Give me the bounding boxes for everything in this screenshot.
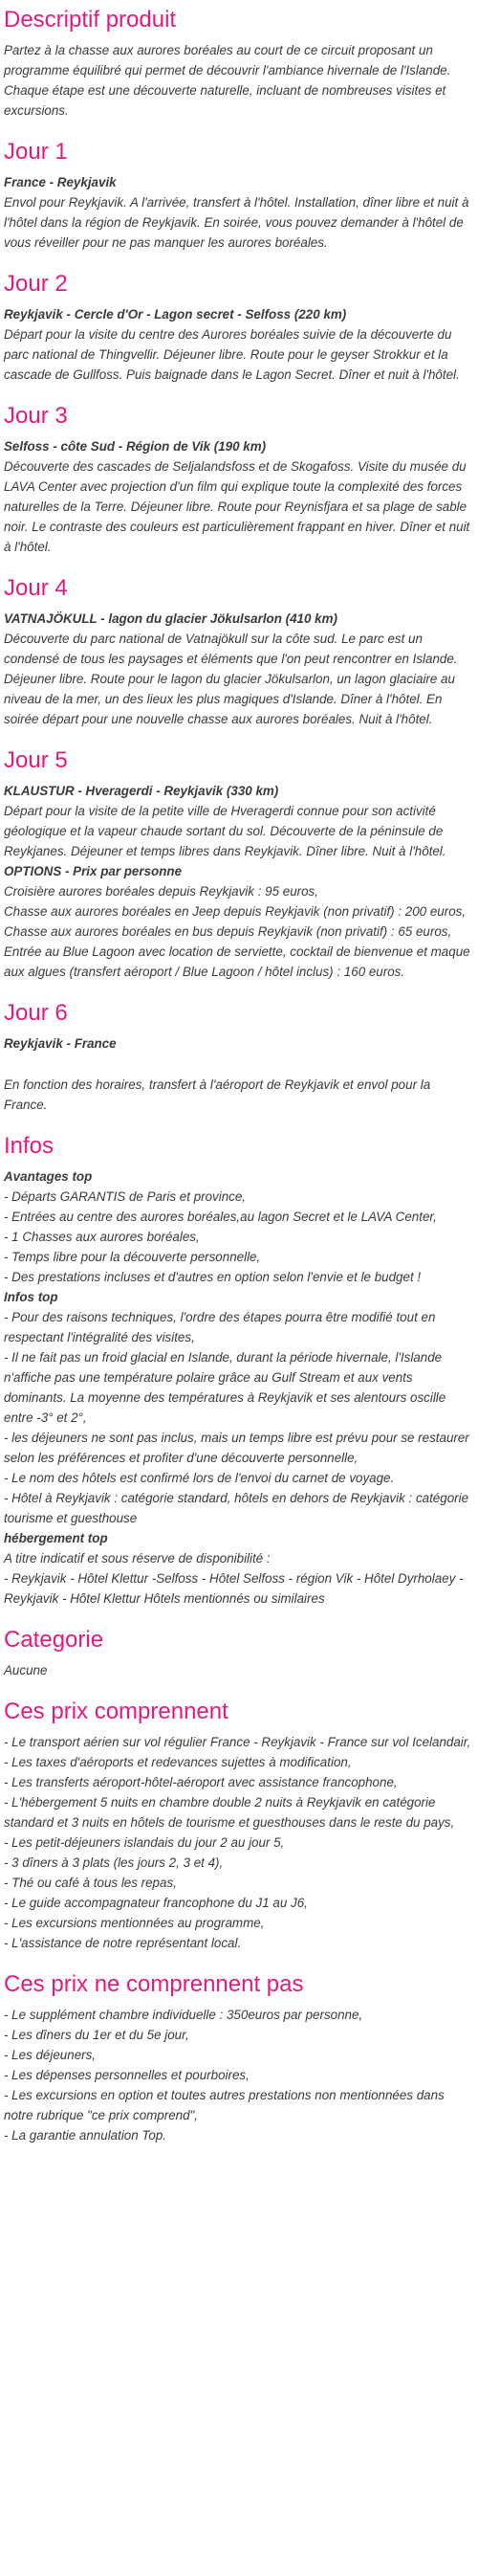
body-text: - Entrées au centre des aurores boréales,au lagon Secret et le LAVA Center, [4,1210,437,1224]
section-categorie [4,1620,474,1692]
section-jour-6 [4,993,474,1126]
body-text: - Les dépenses personnelles et pourboires, [4,2068,250,2082]
section-descriptif-produit [4,0,474,132]
spacer [4,1054,474,1075]
section-subtitle: France - Reykjavik [4,175,117,189]
section-title: Jour 5 [4,747,68,773]
section-subtitle: VATNAJÖKULL - lagon du glacier Jökulsarlon (410 km) [4,611,337,626]
section-subtitle: Infos top [4,1290,58,1304]
body-text: - Départs GARANTIS de Paris et province, [4,1189,247,1204]
body-text: - L'hébergement 5 nuits en chambre double 2 nuits à Reykjavik en catégorie standard et 3 nuits en hôtels de tourisme et guesthouses dans le reste du pays, [4,1795,455,1830]
body-text: - Reykjavik - Hôtel Klettur -Selfoss - Hôtel Selfoss - région Vik - Hôtel Dyrholaey - Reykjavik - Hôtel Klettur Hôtels mentionnés ou similaires [4,1571,464,1606]
section-jour-3 [4,396,474,568]
body-text: Chasse aux aurores boréales en bus depuis Reykjavik (non privatif) : 65 euros, [4,924,452,939]
body-text: - Il ne fait pas un froid glacial en Islande, durant la période hivernale, l'Islande n'affiche pas une température polaire grâce au Gulf Stream et aux vents dominants. La moyenne des températures à Reykjavik et ses alentours oscille entre -3° et 2°, [4,1350,446,1425]
body-text: - Des prestations incluses et d'autres en option selon l'envie et le budget ! [4,1270,422,1284]
section-body [4,1166,474,1609]
section-body [4,40,474,121]
body-text: - Thé ou café à tous les repas, [4,1876,177,1890]
body-text: Aucune [4,1663,48,1677]
body-text: - Le nom des hôtels est confirmé lors de l'envoi du carnet de voyage. [4,1471,395,1485]
body-text: Partez à la chasse aux aurores boréales au court de ce circuit proposant un programme équilibré qui permet de découvrir l'ambiance hivernale de l'Islande. Chaque étape est une découverte naturelle, incluant de nombreuses visites et excursions. [4,43,451,118]
body-text: - Les petit-déjeuners islandais du jour 2 au jour 5, [4,1835,285,1850]
section-jour-5 [4,741,474,993]
section-subtitle: Selfoss - côte Sud - Région de Vik (190 km) [4,439,267,454]
section-subtitle: Avantages top [4,1169,93,1184]
body-text: - Les excursions mentionnées au programme, [4,1916,265,1930]
body-text: - Les dîners du 1er et du 5e jour, [4,2028,189,2042]
body-text: - les déjeuners ne sont pas inclus, mais un temps libre est prévu pour se restaurer selon les préférences et profiter d'une découverte personnelle, [4,1431,469,1465]
section-ces-prix-comprennent [4,1692,474,1965]
section-subtitle: KLAUSTUR - Hveragerdi - Reykjavik (330 km) [4,784,279,798]
body-text: A titre indicatif et sous réserve de disponibilité : [4,1551,271,1566]
section-body [4,2005,474,2145]
section-infos [4,1126,474,1620]
section-title: Ces prix comprennent [4,1699,228,1724]
body-text: - Le transport aérien sur vol régulier France - Reykjavik - France sur vol Icelandair, [4,1735,471,1749]
body-text: Départ pour la visite du centre des Aurores boréales suivie de la découverte du parc national de Thingvellir. Déjeuner libre. Route pour le geyser Strokkur et la cascade de Gullfoss. Puis baignade dans le Lagon Secret. Dîner et nuit à l'hôtel. [4,327,460,382]
section-body [4,436,474,557]
body-text: - Les excursions en option et toutes autres prestations non mentionnées dans notre rubrique "ce prix comprend", [4,2088,445,2122]
section-title: Jour 6 [4,1000,68,1026]
body-text: - Les taxes d'aéroports et redevances sujettes à modification, [4,1755,352,1769]
section-jour-4 [4,568,474,741]
section-body [4,172,474,253]
section-title: Jour 1 [4,139,68,165]
section-title: Ces prix ne comprennent pas [4,1971,304,1997]
body-text: - Les déjeuners, [4,2048,97,2062]
body-text: - Temps libre pour la découverte personnelle, [4,1250,261,1264]
section-title: Jour 3 [4,403,68,429]
body-text: Envol pour Reykjavik. A l'arrivée, transfert à l'hôtel. Installation, dîner libre et nuit à l'hôtel dans la région de Reykjavik. En soirée, vous pouvez demander à l'hôtel de vous réveiller pour ne pas manquer les aurores boréales. [4,195,469,250]
body-text: - Le supplément chambre individuelle : 350euros par personne, [4,2008,363,2022]
section-subtitle: Reykjavik - France [4,1036,117,1051]
body-text: En fonction des horaires, transfert à l'aéroport de Reykjavik et envol pour la France. [4,1077,431,1112]
section-jour-2 [4,264,474,396]
section-body [4,609,474,729]
body-text: Chasse aux aurores boréales en Jeep depuis Reykjavik (non privatif) : 200 euros, [4,904,467,919]
body-text: - Pour des raisons techniques, l'ordre des étapes pourra être modifié tout en respectant l'intégralité des visites, [4,1310,436,1344]
body-text: Croisière aurores boréales depuis Reykjavik : 95 euros, [4,884,318,899]
section-subtitle: Reykjavik - Cercle d'Or - Lagon secret - Selfoss (220 km) [4,307,347,322]
section-ces-prix-ne-comprennent-pas [4,1965,474,2157]
body-text: - 1 Chasses aux aurores boréales, [4,1230,200,1244]
section-body [4,1033,474,1115]
section-subtitle: OPTIONS - Prix par personne [4,864,183,878]
body-text: - L'assistance de notre représentant local. [4,1936,242,1950]
body-text: Découverte du parc national de Vatnajökull sur la côte sud. Le parc est un condensé de tous les paysages et éléments que l'on peut rencontrer en Islande. Déjeuner libre. Route pour le lagon du glacier Jökulsarlon, un lagon glaciaire au niveau de la mer, un des lieux les plus magiques d'Islande. Dîner à l'hôtel. En soirée départ pour une nouvelle chasse aux aurores boréales. Nuit à l'hôtel. [4,632,458,726]
section-title: Descriptif produit [4,7,177,33]
section-title: Infos [4,1133,54,1159]
body-text: Découverte des cascades de Seljalandsfoss et de Skogafoss. Visite du musée du LAVA Center avec projection d'un film qui explique toute la complexité des forces naturelles de la Terre. Déjeuner libre. Route pour Reynisfjara et sa plage de sable noir. Le contraste des couleurs est particulièrement frappant en hiver. Dîner et nuit à l'hôtel. [4,459,470,554]
section-title: Jour 4 [4,575,68,601]
section-title: Categorie [4,1627,104,1653]
section-jour-1 [4,132,474,264]
section-subtitle: hébergement top [4,1531,108,1545]
section-body [4,1660,474,1680]
body-text: - La garantie annulation Top. [4,2128,166,2143]
section-body [4,781,474,982]
body-text: Départ pour la visite de la petite ville de Hveragerdi connue pour son activité géologique et la vapeur chaude sortant du sol. Découverte de la péninsule de Reykjanes. Déjeuner et temps libres dans Reykjavik. Dîner libre. Nuit à l'hôtel. [4,804,446,858]
body-text: - Les transferts aéroport-hôtel-aéroport avec assistance francophone, [4,1775,398,1789]
section-title: Jour 2 [4,271,68,297]
section-body [4,1732,474,1953]
body-text: - Hôtel à Reykjavik : catégorie standard, hôtels en dehors de Reykjavik : catégorie tourisme et guesthouse [4,1491,469,1525]
body-text: - 3 dîners à 3 plats (les jours 2, 3 et 4), [4,1855,224,1870]
body-text: - Le guide accompagnateur francophone du J1 au J6, [4,1896,308,1910]
body-text: Entrée au Blue Lagoon avec location de serviette, cocktail de bienvenue et maque aux algues (transfert aéroport / Blue Lagoon / hôtel inclus) : 160 euros. [4,944,470,979]
section-body [4,304,474,385]
